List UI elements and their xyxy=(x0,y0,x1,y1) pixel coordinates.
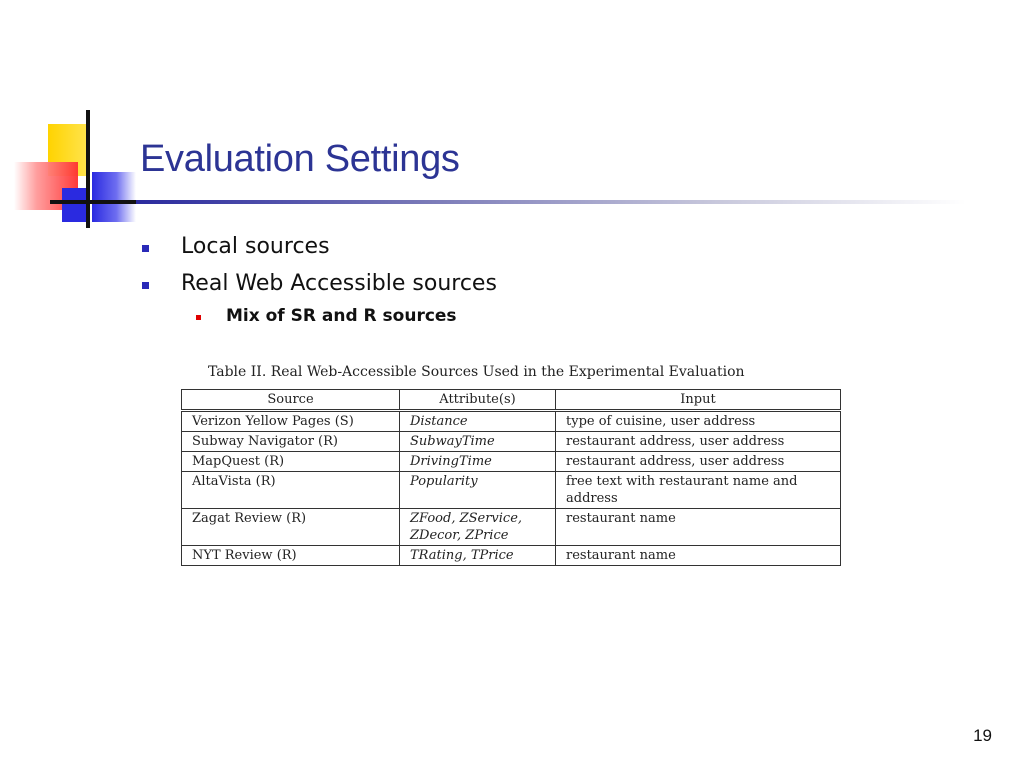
sources-table xyxy=(181,389,841,566)
slide-title: Evaluation Settings xyxy=(140,138,460,180)
attribute-cell: DrivingTime xyxy=(400,452,556,472)
table-row xyxy=(182,452,841,472)
column-header-attributes: Attribute(s) xyxy=(400,390,556,411)
title-underline xyxy=(136,200,966,204)
source-cell: NYT Review (R) xyxy=(182,546,400,566)
corner-decoration xyxy=(0,0,150,240)
page-number: 19 xyxy=(973,726,992,745)
decoration-vertical-line xyxy=(86,110,90,228)
sub-bullet-text: Mix of SR and R sources xyxy=(226,306,457,326)
bullet-square-icon xyxy=(142,282,149,289)
source-cell: Verizon Yellow Pages (S) xyxy=(182,411,400,432)
table-row xyxy=(182,411,841,432)
attribute-cell: ZFood, ZService, ZDecor, ZPrice xyxy=(400,509,556,546)
decoration-blue-square-small xyxy=(62,188,88,222)
decoration-blue-square xyxy=(92,172,136,222)
input-cell: restaurant address, user address xyxy=(556,432,841,452)
table-row xyxy=(182,509,841,546)
bullet-text: Local sources xyxy=(181,234,330,259)
input-cell: restaurant address, user address xyxy=(556,452,841,472)
table-row xyxy=(182,472,841,509)
input-cell: free text with restaurant name and address xyxy=(556,472,841,509)
input-cell: type of cuisine, user address xyxy=(556,411,841,432)
source-cell: Zagat Review (R) xyxy=(182,509,400,546)
attribute-cell: Distance xyxy=(400,411,556,432)
attribute-cell: Popularity xyxy=(400,472,556,509)
table-row xyxy=(182,432,841,452)
decoration-horizontal-line xyxy=(50,200,146,204)
source-cell: AltaVista (R) xyxy=(182,472,400,509)
source-cell: MapQuest (R) xyxy=(182,452,400,472)
attribute-cell: SubwayTime xyxy=(400,432,556,452)
column-header-input: Input xyxy=(556,390,841,411)
sub-bullet-square-icon xyxy=(196,315,201,320)
input-cell: restaurant name xyxy=(556,509,841,546)
attribute-cell: TRating, TPrice xyxy=(400,546,556,566)
source-cell: Subway Navigator (R) xyxy=(182,432,400,452)
input-cell: restaurant name xyxy=(556,546,841,566)
bullet-text: Real Web Accessible sources xyxy=(181,271,497,296)
bullet-square-icon xyxy=(142,245,149,252)
table-header-row xyxy=(182,390,841,411)
column-header-source: Source xyxy=(182,390,400,411)
table-caption: Table II. Real Web-Accessible Sources Used in the Experimental Evaluation xyxy=(208,364,745,380)
table-row xyxy=(182,546,841,566)
